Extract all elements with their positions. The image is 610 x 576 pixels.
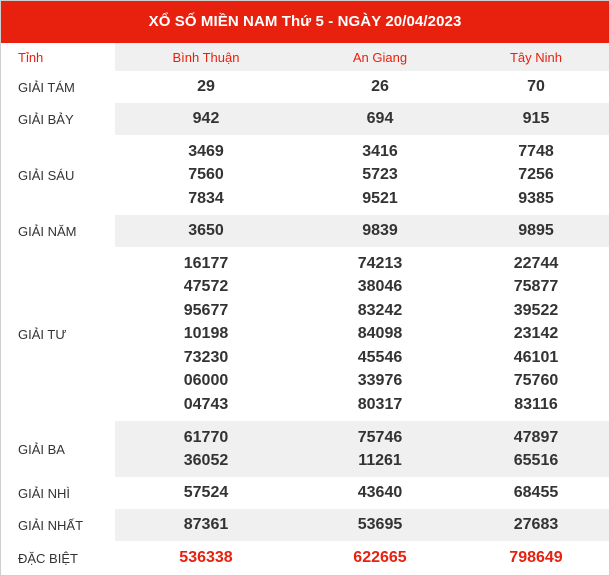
prize-number: 47572	[183, 278, 229, 296]
prize-number: 22744	[513, 254, 559, 272]
prize-row-giai-tam	[1, 71, 609, 103]
prize-number: 75877	[513, 278, 559, 296]
prize-number: 84098	[357, 325, 403, 343]
prize-number: 9839	[362, 222, 398, 240]
prize-number: 43640	[357, 484, 403, 502]
result-cell	[115, 477, 297, 509]
prize-number: 942	[192, 110, 220, 128]
result-cell	[463, 477, 609, 509]
results-table	[1, 43, 609, 575]
prize-number: 26	[371, 78, 389, 96]
prize-label: GIẢI SÁU	[18, 167, 75, 183]
result-cell	[115, 215, 297, 247]
prize-number: 75760	[513, 372, 559, 390]
table-header-row	[1, 43, 609, 71]
result-cell	[115, 541, 297, 575]
prize-label: GIẢI TƯ	[18, 326, 67, 342]
prize-number: 74213	[357, 254, 403, 272]
prize-label: GIẢI NHÌ	[18, 485, 71, 501]
prize-number: 45546	[357, 348, 403, 366]
prize-number: 47897	[513, 428, 559, 446]
special-prize-number: 798649	[509, 549, 563, 567]
prize-number: 10198	[183, 325, 229, 343]
result-cell	[115, 421, 297, 477]
province-tay-ninh[interactable]: Tây Ninh	[463, 43, 609, 71]
prize-row-giai-tu	[1, 247, 609, 421]
prize-label: GIẢI NĂM	[1, 215, 115, 247]
result-cell	[463, 541, 609, 575]
prize-number: 06000	[183, 372, 229, 390]
prize-number: 16177	[183, 254, 229, 272]
prize-number: 73230	[183, 348, 229, 366]
result-cell	[463, 247, 609, 421]
result-cell	[463, 71, 609, 103]
prize-label: GIẢI BẢY	[1, 103, 115, 135]
prize-number: 9385	[518, 189, 554, 207]
result-cell	[463, 103, 609, 135]
prize-number: 5723	[362, 166, 398, 184]
prize-number: 87361	[183, 516, 229, 534]
prize-row-giai-sau	[1, 135, 609, 215]
prize-number: 915	[522, 110, 550, 128]
prize-label: GIẢI BA	[1, 421, 115, 477]
prize-row-giai-nam	[1, 215, 609, 247]
prize-number: 80317	[357, 395, 403, 413]
prize-number: 9895	[518, 222, 554, 240]
result-cell	[297, 103, 463, 135]
prize-label: GIẢI NHẤT	[1, 509, 115, 541]
prize-number: 65516	[513, 452, 559, 469]
prize-number: 68455	[513, 484, 559, 502]
prize-number: 61770	[183, 428, 229, 446]
prize-number: 3650	[188, 222, 224, 240]
province-column-label: Tỉnh	[1, 43, 115, 71]
prize-label: GIẢI TÁM	[18, 79, 75, 95]
result-cell	[297, 215, 463, 247]
prize-number: 27683	[513, 516, 559, 534]
result-cell	[297, 247, 463, 421]
prize-number: 694	[366, 110, 394, 128]
prize-number: 23142	[513, 325, 559, 343]
result-cell	[115, 247, 297, 421]
prize-number: 39522	[513, 301, 559, 319]
prize-number: 7256	[518, 166, 554, 184]
prize-row-dac-biet	[1, 541, 609, 575]
prize-number: 75746	[357, 428, 403, 446]
prize-number: 3469	[188, 142, 224, 160]
prize-number: 70	[527, 78, 545, 96]
prize-number: 36052	[183, 452, 229, 469]
result-cell	[463, 509, 609, 541]
result-cell	[115, 103, 297, 135]
result-cell	[297, 135, 463, 215]
special-prize-number: 536338	[179, 549, 233, 567]
prize-row-giai-nhi	[1, 477, 609, 509]
prize-number: 7834	[188, 189, 224, 207]
prize-number: 11261	[358, 452, 402, 469]
prize-number: 29	[197, 78, 215, 96]
result-cell	[297, 71, 463, 103]
result-cell	[297, 477, 463, 509]
prize-number: 9521	[362, 189, 398, 207]
prize-number: 53695	[357, 516, 403, 534]
result-cell	[463, 215, 609, 247]
result-cell	[115, 509, 297, 541]
page-title: XỔ SỐ MIỀN NAM Thứ 5 - NGÀY 20/04/2023	[1, 1, 609, 43]
result-cell	[115, 135, 297, 215]
prize-row-giai-bay	[1, 103, 609, 135]
result-cell	[463, 135, 609, 215]
prize-number: 3416	[362, 142, 398, 160]
result-cell	[297, 509, 463, 541]
prize-number: 83116	[514, 395, 558, 413]
province-binh-thuan[interactable]: Bình Thuận	[115, 43, 297, 71]
prize-number: 04743	[183, 395, 229, 413]
result-cell	[297, 541, 463, 575]
prize-number: 7748	[518, 142, 554, 160]
special-prize-number: 622665	[353, 549, 407, 567]
result-cell	[463, 421, 609, 477]
prize-number: 46101	[513, 348, 559, 366]
prize-number: 33976	[357, 372, 403, 390]
prize-number: 38046	[357, 278, 403, 296]
prize-number: 95677	[183, 301, 229, 319]
result-cell	[297, 421, 463, 477]
prize-row-giai-ba	[1, 421, 609, 477]
prize-number: 83242	[357, 301, 403, 319]
prize-label: ĐẶC BIỆT	[18, 550, 78, 566]
prize-number: 57524	[183, 484, 229, 502]
province-an-giang[interactable]: An Giang	[297, 43, 463, 71]
prize-row-giai-nhat	[1, 509, 609, 541]
result-cell	[115, 71, 297, 103]
prize-number: 7560	[188, 166, 224, 184]
